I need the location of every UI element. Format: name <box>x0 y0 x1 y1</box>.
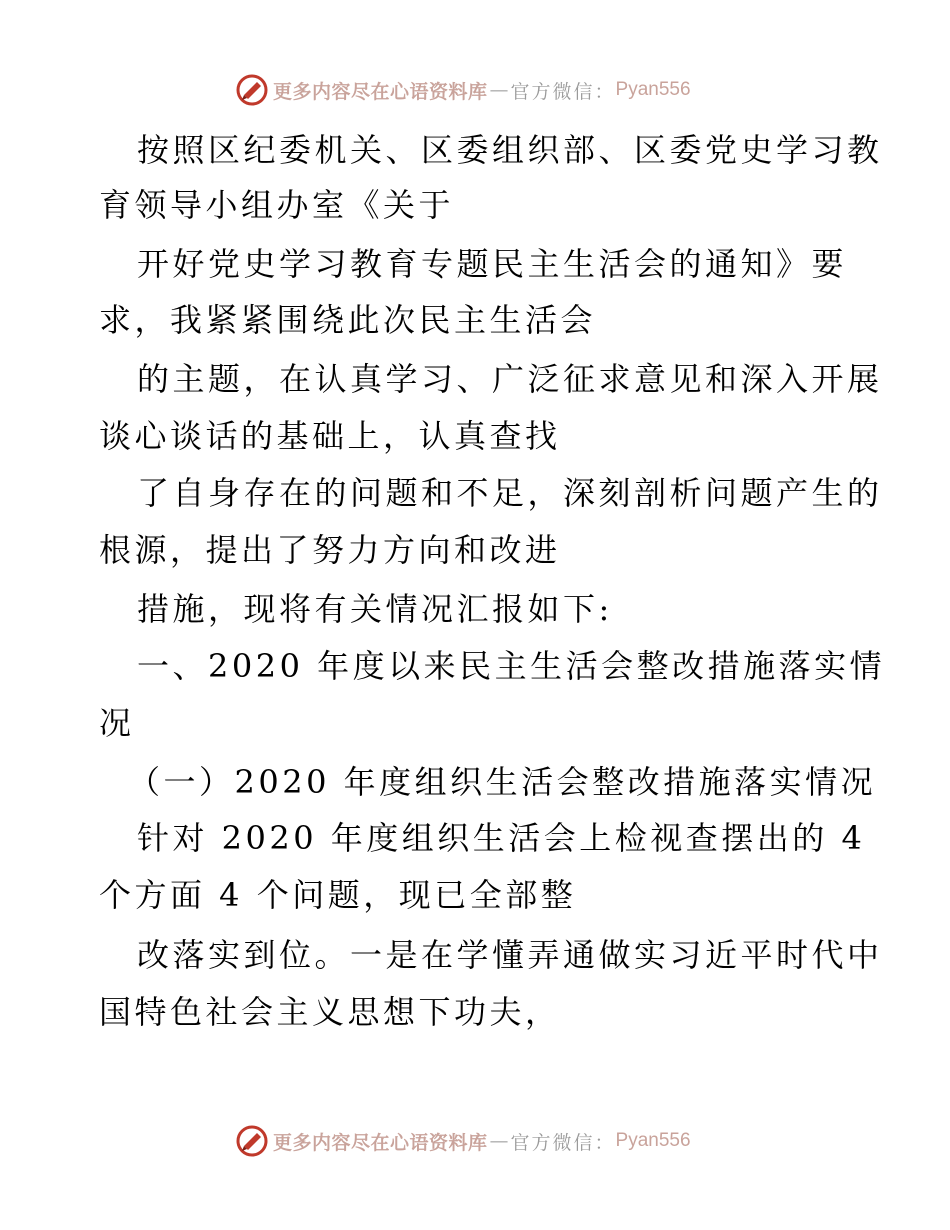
pen-seal-logo-icon <box>235 73 269 107</box>
body-line-4: 求，我紧紧围绕此次民主生活会 <box>99 301 597 339</box>
body-line-8: 根源，提出了努力方向和改进 <box>99 531 561 569</box>
body-line-14: 个方面 4 个问题，现已全部整 <box>99 876 577 914</box>
body-line-1: 按照区纪委机关、区委组织部、区委党史学习教 <box>137 131 883 169</box>
pen-seal-logo-icon <box>235 1124 269 1158</box>
body-line-11: 况 <box>99 704 135 742</box>
body-line-10: 一、2020 年度以来民主生活会整改措施落实情 <box>137 647 886 685</box>
body-line-12: （一）2020 年度组织生活会整改措施落实情况 <box>128 763 877 801</box>
footer-watermark <box>235 1124 691 1158</box>
body-line-7: 了自身存在的问题和不足，深刻剖析问题产生的 <box>137 474 883 512</box>
body-line-5: 的主题，在认真学习、广泛征求意见和深入开展 <box>137 360 883 398</box>
watermark-account: Pyan556 <box>615 79 691 100</box>
watermark-separator: — <box>489 1130 509 1152</box>
body-line-13: 针对 2020 年度组织生活会上检视查摆出的 4 <box>137 819 866 857</box>
body-line-16: 国特色社会主义思想下功夫， <box>99 993 561 1031</box>
watermark-official-label: 官方微信： <box>510 1131 616 1154</box>
watermark-separator: — <box>489 79 509 101</box>
body-line-2: 育领导小组办室《关于 <box>99 186 455 224</box>
watermark-official-label: 官方微信： <box>510 80 616 103</box>
watermark-text: 更多内容尽在心语资料库 <box>273 1131 488 1154</box>
header-watermark <box>235 73 691 107</box>
body-line-9: 措施，现将有关情况汇报如下: <box>137 590 613 628</box>
body-line-3: 开好党史学习教育专题民主生活会的通知》要 <box>137 245 848 283</box>
body-line-15: 改落实到位。一是在学懂弄通做实习近平时代中 <box>137 936 883 974</box>
watermark-text: 更多内容尽在心语资料库 <box>273 80 488 103</box>
watermark-account: Pyan556 <box>615 1130 691 1151</box>
body-line-6: 谈心谈话的基础上，认真查找 <box>99 417 561 455</box>
